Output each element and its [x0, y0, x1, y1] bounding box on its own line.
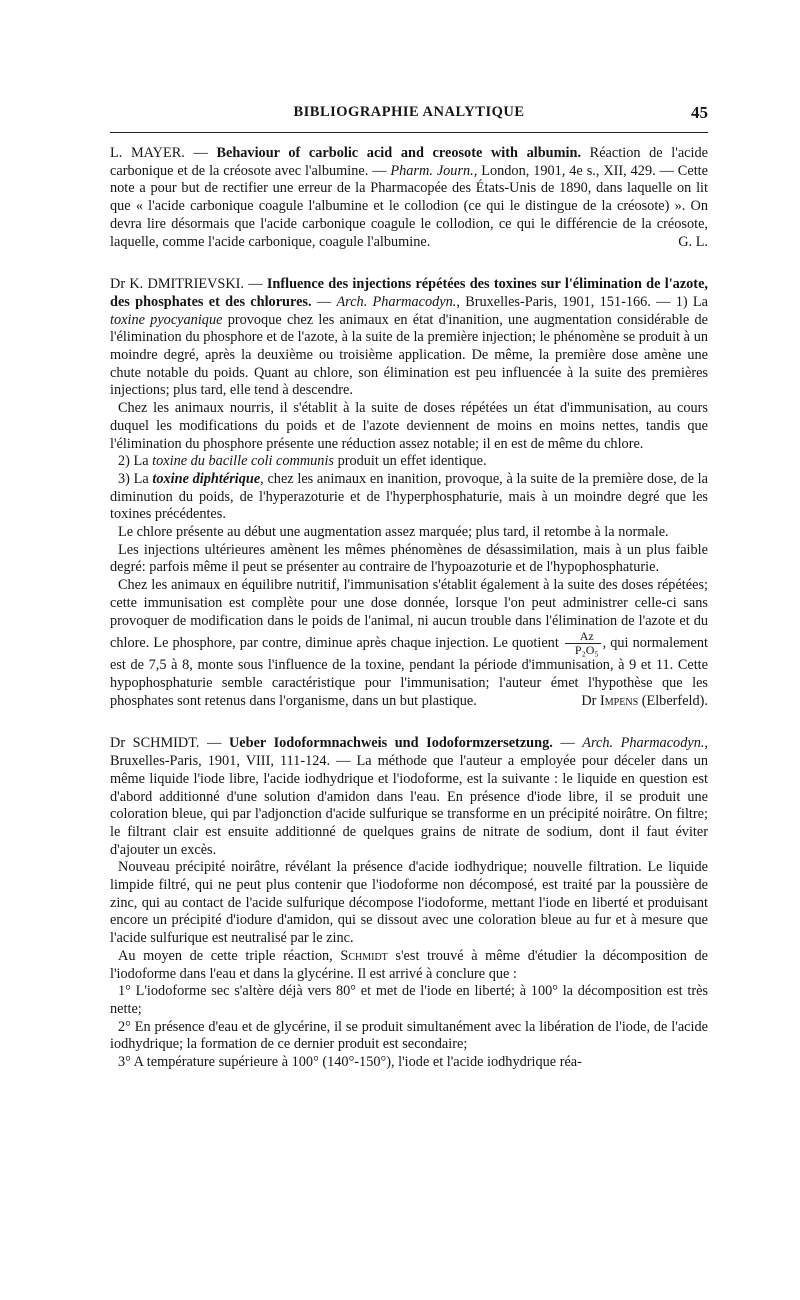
- review-text: 3) La: [118, 470, 153, 487]
- review-text: produit un effet identique.: [334, 453, 487, 470]
- page-content: [110, 145, 708, 1097]
- toxin-name: toxine du bacille coli communis: [152, 453, 334, 470]
- running-header: [110, 104, 708, 126]
- signature-title: Dr: [581, 692, 601, 709]
- review-author: Dr SCHMIDT.: [110, 735, 200, 752]
- review-paragraph: Chez les animaux nourris, il s'établit à la suite de doses répétées un état d'immunisation, au cours duquel les modifications du poids et de l'azote deviennent de moins en moins nettes, tandis que l'élimination du phosphore présente une réduction assez notable; il en est de même du chlore.: [110, 400, 708, 452]
- review-paragraph: [110, 453, 708, 471]
- dash: —: [552, 735, 583, 752]
- review-title: Behaviour of carbolic acid and creosote with albumin.: [216, 145, 582, 161]
- review-paragraph: [110, 145, 708, 251]
- fraction-denominator: P₂O₅: [565, 643, 601, 657]
- review-paragraph: [110, 276, 708, 400]
- review-paragraph: Nouveau précipité noirâtre, révélant la présence d'acide iodhydrique; nouvelle filtration. Le liquide limpide filtré, qui ne peut plus contenir que l'iodoforme non décomposé, est traité par la poussière de zinc, qui au contact de l'acide sulfurique décompose l'iodoforme, mettant l'iode en liberté et produisant encore un précipité d'iodure d'amidon, qui se dissout avec une coloration bleue au fur et à mesure que l'acide sulfurique est neutralisé par le zinc.: [110, 859, 708, 947]
- review-text: , chez les animaux en inanition, provoque, à la suite de la première dose, de la diminution du poids, de l'hyperazoturie et de l'hyperphosphaturie, mais à un moindre degré que les toxines précédentes.: [110, 470, 708, 523]
- review-paragraph: 3° A température supérieure à 100° (140°-150°), l'iode et l'acide iodhydrique réa-: [118, 1054, 582, 1071]
- review-text: provoque chez les animaux en état d'inanition, une augmentation considérable de l'élimination du phosphore et de l'azote, à la suite de la première injection; le phénomène se produit à un moindre degré, après la deuxième ou troisième application. De même, la première dose amène une chute notable du poids. Quant au chlore, son élimination est peu influencée à la suite des premières injections; plus tard, elle tend à descendre.: [110, 311, 708, 399]
- review-text: Au moyen de cette triple réaction,: [118, 947, 341, 964]
- reviewer-signature: [553, 693, 708, 711]
- review-text: Chez les animaux en équilibre nutritif, l'immunisation s'établit également à la suite des doses répétées; cette immunisation est complète pour une dose donnée, lorsque l'on peut administrer celle-ci sans provoquer de modification dans le poids de l'animal, ni aucun trouble dans l'élimination de l'azote et du chlore. Le phosphore, par contre, diminue après chaque injection. Le quotient: [110, 577, 708, 652]
- review-paragraph: 1° L'iodoforme sec s'altère déjà vers 80° et met de l'iode en liberté; à 100° la décomposition est très nette;: [110, 983, 708, 1017]
- signature-name: Impens: [600, 692, 639, 709]
- author-name: Schmidt: [340, 947, 388, 964]
- running-title: BIBLIOGRAPHIE ANALYTIQUE: [293, 104, 525, 120]
- review-title: Influence des injections répétées des toxines sur l'élimination de l'azote, des phosphates et des chlorures.: [110, 276, 708, 310]
- review-paragraph: Les injections ultérieures amènent les mêmes phénomènes de désassimilation, mais à un plus faible degré: parfois même il peut se présenter au contraire de l'hypoazoturie et de l'hypophosphaturie.: [110, 541, 708, 576]
- reviewer-signature: G. L.: [678, 233, 708, 250]
- header-rule: [110, 132, 708, 133]
- review-text: s'est trouvé à même d'étudier la décomposition de l'iodoforme dans l'eau et dans la glycérine. Il est arrivé à conclure que :: [110, 947, 708, 982]
- page-number: 45: [691, 103, 708, 122]
- quotient-fraction: [565, 630, 601, 657]
- dash: —: [184, 145, 217, 161]
- toxin-name: toxine pyocyanique: [110, 311, 223, 328]
- review-paragraph: [110, 948, 708, 983]
- review-text: , Bruxelles-Paris, 1901, VIII, 111-124. — La méthode que l'auteur a employée pour déceler dans un même liquide l'iode libre, l'acide iodhydrique et l'iodoforme, est la suivante : le liquide en question est d'abord additionné d'une solution d'amidon dans l'eau. En présence d'iode libre, il se produit une coloration bleue, qui par l'adjonction d'acide sulfurique se transforme en un précipité noirâtre. On filtre; le filtrant clair est ensuite additionné de quelques grains de nitrate de sodium, dont il faut éviter d'ajouter un excès.: [110, 735, 708, 858]
- review-mayer: [110, 145, 708, 251]
- review-text: 2) La: [118, 453, 153, 470]
- dash: —: [311, 293, 337, 310]
- dash: —: [244, 276, 267, 293]
- fraction-numerator: Az: [579, 629, 594, 644]
- signature-place: (Elberfeld).: [638, 692, 708, 709]
- review-paragraph: [110, 577, 708, 710]
- journal-name: Pharm. Journ.: [390, 162, 474, 179]
- review-paragraph: [110, 735, 708, 859]
- review-paragraph: Le chlore présente au début une augmentation assez marquée; plus tard, il retombe à la normale.: [118, 524, 669, 541]
- review-text: , London, 1901, 4e s., XII, 429. — Cette note a pour but de rectifier une erreur de la Pharmacopée des États-Unis de 1890, dans laquelle on lit que « l'acide carbonique coagule l'albumine et le collodion (ce qui le distingue de la créosote) ». On devra lire désormais que l'acide carbonique coagule le collodion, ce qui le différencie de la créosote, laquelle, comme l'acide carbonique, coagule l'albumine.: [110, 162, 708, 250]
- toxin-name: toxine diphtérique: [152, 470, 261, 487]
- review-paragraph: [110, 471, 708, 524]
- review-author: Dr K. DMITRIEVSKI.: [110, 276, 245, 293]
- review-dmitrievski: [110, 276, 708, 710]
- dash: —: [199, 735, 229, 752]
- journal-name: Arch. Pharmacodyn.: [582, 735, 705, 752]
- journal-name: Arch. Pharmacodyn.: [336, 293, 457, 310]
- review-paragraph: 2° En présence d'eau et de glycérine, il se produit simultanément avec la libération de l'iode, de l'acide iodhydrique; la formation de ce dernier produit est secondaire;: [110, 1018, 708, 1053]
- review-title: Ueber Iodoformnachweis und Iodoformzersetzung.: [228, 735, 553, 752]
- review-schmidt: [110, 735, 708, 1071]
- review-text: , Bruxelles-Paris, 1901, 151-166. — 1) La: [456, 293, 709, 310]
- review-author: L. MAYER.: [110, 145, 185, 161]
- review-text: Réaction de l'acide carbonique et de la créosote avec l'albumine. —: [110, 145, 708, 179]
- review-text: , qui normalement est de 7,5 à 8, monte sous l'influence de la toxine, pendant la période d'immunisation, à 9 et 11. Cette hypophosphaturie semble caractéristique pour l'immunisation; l'auteur émet l'hypothèse que les phosphates sont retenus dans l'organisme, dans un but plastique.: [110, 635, 709, 709]
